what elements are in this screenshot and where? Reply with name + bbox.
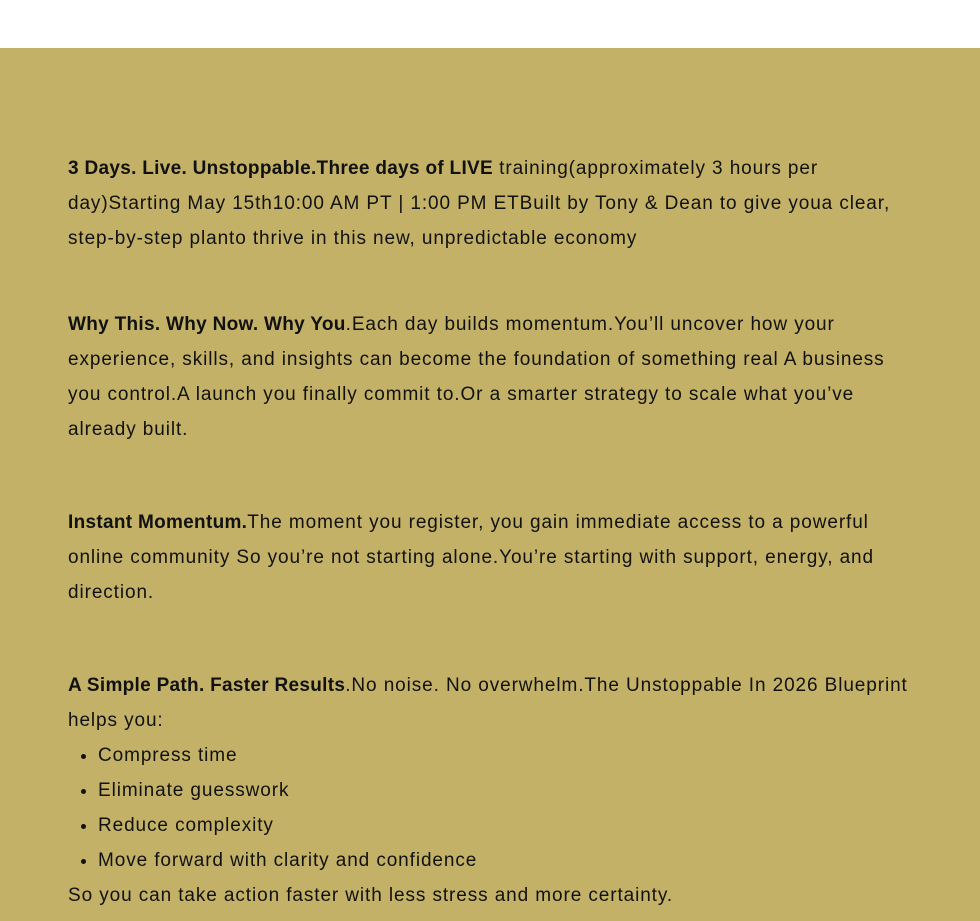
- benefits-list: [68, 738, 924, 878]
- section-heading: Instant Momentum.: [68, 512, 248, 533]
- section-momentum: [68, 505, 924, 610]
- section-body: .No noise. No overwhelm.The Unstoppable In 2026 Blueprint helps you:: [68, 675, 908, 731]
- top-bar: [0, 0, 980, 48]
- section-simple-path: [68, 668, 924, 913]
- section-body: The moment you register, you gain immediate access to a powerful online community So you’re not starting alone.You’re starting with support, energy, and direction.: [68, 512, 874, 603]
- section-why: [68, 307, 924, 447]
- section-heading: Why This. Why Now. Why You: [68, 314, 346, 335]
- section-training-details: [68, 151, 924, 256]
- list-item: • Compress time: [98, 738, 924, 773]
- section-heading: 3 Days. Live. Unstoppable.Three days of LIVE: [68, 158, 493, 179]
- list-item: • Reduce complexity: [98, 808, 924, 843]
- section-body: .Each day builds momentum.You’ll uncover how your experience, skills, and insights can become the foundation of something real A business you control.A launch you finally commit to.Or a smarter strategy to scale what you’ve already built.: [68, 314, 885, 440]
- section-body: training(approximately 3 hours per day)Starting May 15th10:00 AM PT | 1:00 PM ETBuilt by Tony & Dean to give youa clear, step-by-step planto thrive in this new, unpredictable economy: [68, 158, 891, 249]
- list-item: • Move forward with clarity and confidence: [98, 843, 924, 878]
- section-heading: A Simple Path. Faster Results: [68, 675, 346, 696]
- list-item: • Eliminate guesswork: [98, 773, 924, 808]
- closing-text: So you can take action faster with less stress and more certainty.: [68, 885, 674, 906]
- content-panel: [0, 48, 980, 921]
